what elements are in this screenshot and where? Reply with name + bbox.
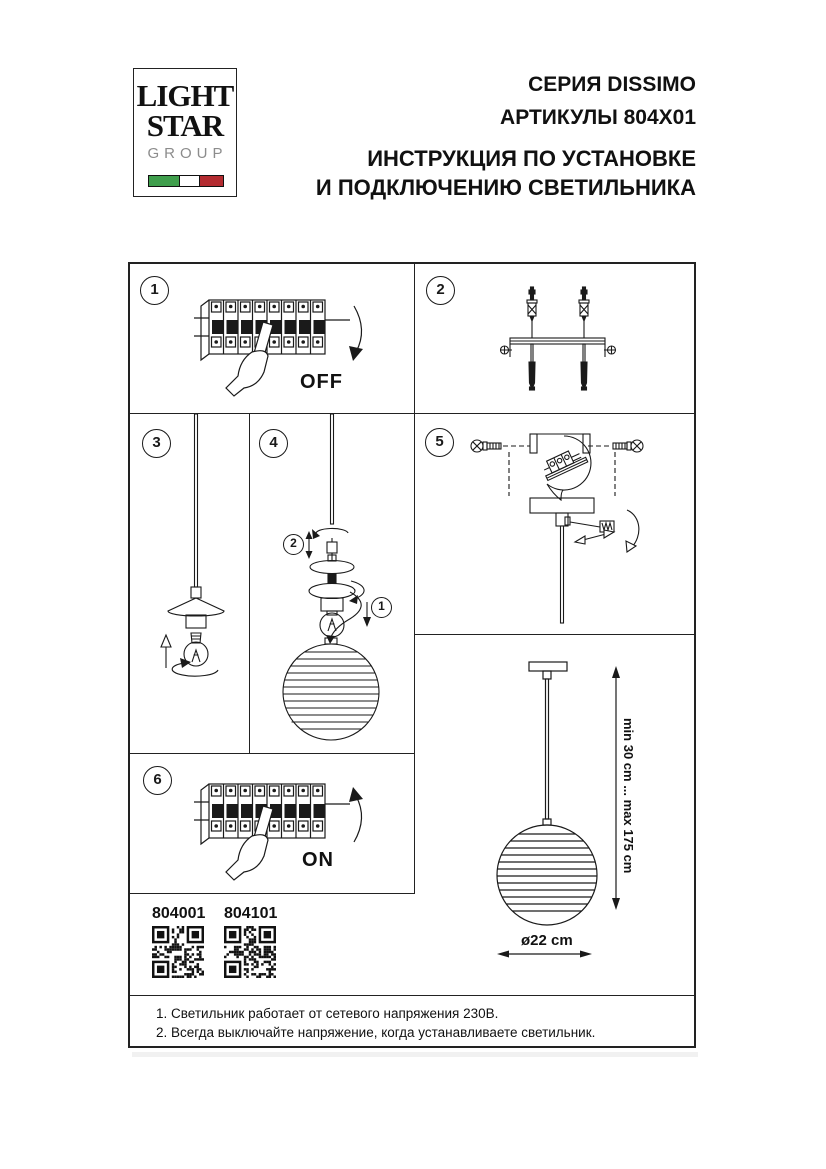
- screw-right: [581, 344, 587, 390]
- upper-canopy-disc: [310, 561, 354, 574]
- circuit-breaker-on-drawing: [194, 778, 374, 890]
- step2-panel: [415, 264, 694, 414]
- dowel-left: [527, 287, 537, 338]
- logo-word-star: STAR: [146, 108, 224, 143]
- assembly-drawing: [250, 414, 413, 752]
- rotate-arrow-icon: [172, 658, 218, 676]
- arrow-up-down-icon: [306, 531, 313, 559]
- height-dimension-line: [612, 666, 620, 910]
- screw-left: [529, 344, 535, 390]
- ribbed-globe: [497, 825, 597, 925]
- dimension-drawing-area: [415, 635, 694, 995]
- lower-shade-disc: [309, 584, 355, 599]
- instruction-title-line1: ИНСТРУКЦИЯ ПО УСТАНОВКЕ: [367, 146, 696, 171]
- scan-shadow: [132, 1052, 698, 1057]
- step6-panel: [130, 754, 415, 894]
- logo-word-light: LIGHT: [136, 78, 234, 113]
- qr-code-804001: [152, 926, 204, 978]
- ribbed-globe: [283, 638, 379, 740]
- note-line-2: 2. Всегда выключайте напряжение, когда устанавливаете светильник.: [156, 1025, 596, 1040]
- step6-number-badge: 6: [143, 766, 172, 795]
- mounting-bracket-drawing: [500, 286, 618, 394]
- ceiling-plate: [529, 662, 567, 671]
- circuit-breaker-off-drawing: [194, 294, 374, 406]
- flag-white-segment: [180, 176, 199, 186]
- arrow-down-icon: [349, 306, 363, 361]
- diagram-frame: [128, 262, 696, 1048]
- diameter-dimension-line: [497, 951, 592, 958]
- arrow-diagonal-icon: [575, 530, 614, 544]
- step5-number-badge: 5: [425, 428, 454, 457]
- series-block: [500, 68, 696, 134]
- dowel-right: [579, 287, 589, 338]
- step4-panel: [250, 414, 415, 754]
- callout-2-badge: 2: [283, 534, 304, 555]
- flag-red-segment: [199, 176, 223, 186]
- cord: [561, 526, 564, 623]
- logo-word-group: GROUP: [147, 145, 228, 162]
- note-line-1: 1. Светильник работает от сетевого напряжения 230В.: [156, 1006, 499, 1021]
- side-screw-right: [604, 346, 616, 354]
- height-range-label: min 30 cm ... max 175 cm: [621, 718, 636, 874]
- lightstar-logo: [133, 68, 237, 197]
- arrow-up-icon: [161, 635, 171, 668]
- articles-title: АРТИКУЛЫ 804X01: [500, 106, 696, 129]
- bulb-in-socket-icon: [320, 611, 344, 637]
- step3-number-badge: 3: [142, 429, 171, 458]
- step2-number-badge: 2: [426, 276, 455, 305]
- article-number-804001: 804001: [152, 905, 206, 922]
- flag-green-segment: [149, 176, 180, 186]
- instruction-title-line2: И ПОДКЛЮЧЕНИЮ СВЕТИЛЬНИКА: [315, 175, 696, 200]
- step1-number-badge: 1: [140, 276, 169, 305]
- fixing-screw-left: [471, 440, 501, 452]
- lamp-shade: [168, 598, 224, 616]
- rotate-arrow-icon: [626, 510, 639, 552]
- ceiling-mount-drawing: [415, 414, 692, 633]
- step3-panel: [130, 414, 250, 754]
- article-number-804101: 804101: [224, 905, 278, 922]
- arrow-up-icon: [349, 787, 363, 842]
- pendant-bulb-drawing: [130, 414, 248, 752]
- instruction-title: [316, 144, 696, 202]
- rotate-arrow-top-icon: [312, 528, 348, 539]
- suspension-cord: [546, 679, 549, 819]
- mounting-bracket-top: [530, 434, 590, 453]
- series-title: СЕРИЯ DISSIMO: [528, 73, 696, 96]
- italian-flag-stripe: [148, 175, 224, 187]
- cord-grip: [327, 542, 337, 553]
- ceiling-cup: [530, 498, 594, 513]
- step5-panel: [415, 414, 694, 635]
- safety-notes: [130, 995, 694, 1046]
- fixing-screw-right: [613, 440, 643, 452]
- off-label: OFF: [300, 371, 343, 393]
- pendant-cord: [195, 414, 198, 587]
- callout-1-badge: 1: [371, 597, 392, 618]
- on-label: ON: [302, 849, 334, 871]
- article-qr-area: [130, 894, 415, 995]
- step4-number-badge: 4: [259, 429, 288, 458]
- step1-panel: [130, 264, 415, 414]
- arrow-down-icon: [363, 602, 371, 627]
- diameter-label: ø22 cm: [521, 932, 573, 949]
- qr-code-804101: [224, 926, 276, 978]
- assembly-cord: [331, 414, 334, 524]
